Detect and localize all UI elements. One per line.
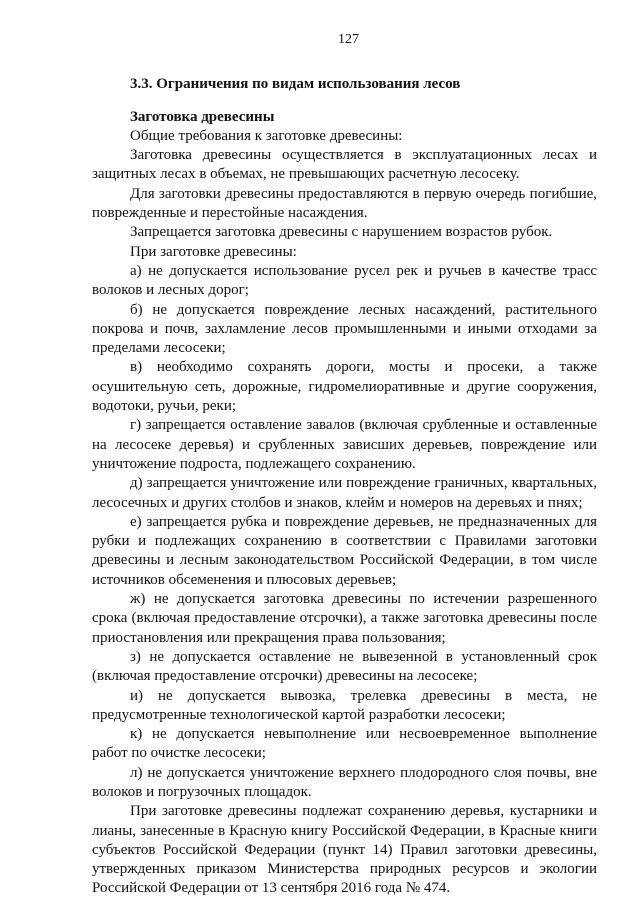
- list-item-d: д) запрещается уничтожение или повреждение граничных, квартальных, лесосечных и других столбов и знаков, клейм и номеров на деревьях и пнях;: [92, 475, 597, 511]
- document-page: [92, 30, 597, 899]
- subheading: Заготовка древесины: [130, 108, 275, 125]
- list-item-g: г) запрещается оставление завалов (включая срубленные и оставленные на лесосеке деревья) и срубленных зависших деревьев, повреждение или уничтожение подроста, подлежащего сохранению.: [92, 417, 597, 472]
- paragraph-red-book: При заготовке древесины подлежат сохранению деревья, кустарники и лианы, занесенные в Красную книгу Российской Федерации, в Красные книги субъектов Российской Федерации (пункт 14) Правил заготовки древесины, утвержденных приказом Министерства природных ресурсов и экологии Российской Федерации от 13 сентября 2016 года № 474.: [92, 803, 597, 897]
- list-item-i: и) не допускается вывозка, трелевка древесины в места, не предусмотренные технологической картой разработки лесосеки;: [92, 687, 597, 723]
- list-item-a: а) не допускается использование русел рек и ручьев в качестве трасс волоков и лесных дорог;: [92, 262, 597, 299]
- list-item-v: в) необходимо сохранять дороги, мосты и просеки, а также осушительную сеть, дорожные, гидромелиоративные и другие сооружения, водотоки, ручьи, реки;: [92, 359, 597, 415]
- paragraph-cutting-age: Запрещается заготовка древесины с нарушением возрастов рубок.: [130, 224, 553, 241]
- list-item-k: к) не допускается невыполнение или несвоевременное выполнение работ по очистке лесосеки;: [92, 726, 597, 762]
- paragraph-when-harvesting: При заготовке древесины:: [130, 243, 297, 260]
- list-item-b: б) не допускается повреждение лесных насаждений, растительного покрова и почв, захламление лесов промышленными и иными отходами за пределами лесосеки;: [92, 301, 597, 357]
- paragraph-priority-stands: Для заготовки древесины предоставляются в первую очередь погибшие, поврежденные и перестойные насаждения.: [92, 185, 597, 222]
- section-heading: 3.3. Ограничения по видам использования лесов: [130, 76, 461, 93]
- list-item-z: з) не допускается оставление не вывезенной в установленный срок (включая предоставление отсрочки) древесины на лесосеке;: [92, 648, 597, 685]
- paragraph-harvest-volume: Заготовка древесины осуществляется в эксплуатационных лесах и защитных лесах в объемах, не превышающих расчетную лесосеку.: [92, 147, 597, 183]
- page-number: 127: [338, 32, 359, 47]
- list-item-l: л) не допускается уничтожение верхнего плодородного слоя почвы, вне волоков и погрузочных площадок.: [92, 764, 597, 800]
- list-item-zh: ж) не допускается заготовка древесины по истечении разрешенного срока (включая предоставление отсрочки), а также заготовка древесины после приостановления или прекращения права пользования;: [92, 591, 597, 646]
- list-item-e: е) запрещается рубка и повреждение деревьев, не предназначенных для рубки и подлежащих сохранению в соответствии с Правилами заготовки древесины и лесным законодательством Российской Федерации, в том числе источников обсеменения и плюсовых деревьев;: [92, 513, 597, 588]
- paragraph-general-requirements: Общие требования к заготовке древесины:: [130, 127, 403, 144]
